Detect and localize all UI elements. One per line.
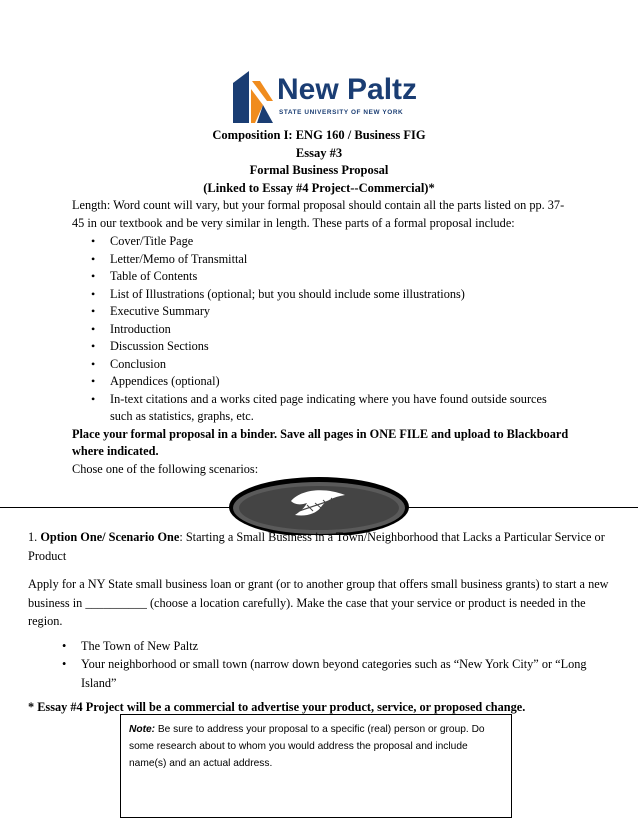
course-title: Composition I: ENG 160 / Business FIG [212,128,426,142]
choose-scenario-text: Chose one of the following scenarios: [72,461,259,476]
list-item: • List of Illustrations (optional; but you should include some illustrations) [110,286,572,304]
note-label: Note: [129,724,156,735]
option-body: Apply for a NY State small business loan or grant (or to another group that offers small business grants) to start a new business in __________ (choose a location carefully). Make the case that your service or product is needed in the region. [28,577,609,628]
list-item: • Executive Summary [110,303,572,321]
option-title-rest: : Starting a Small Business in a Town/Neighborhood that Lacks a Particular Service or Product [28,530,605,563]
list-item: • Conclusion [110,356,572,374]
note-text: Be sure to address your proposal to a specific (real) person or group. Do some research about to whom you would address the proposal and include name(s) and an actual address. [129,724,485,769]
option-title: Option One/ Scenario One [40,530,180,544]
option-number: 1. [28,530,38,544]
linked-project: (Linked to Essay #4 Project--Commercial)* [203,180,435,195]
logo-subtitle: STATE UNIVERSITY OF NEW YORK [279,109,404,116]
list-item: • Appendices (optional) [110,373,572,391]
list-item: • Cover/Title Page [110,233,572,251]
list-item: • Letter/Memo of Transmittal [110,251,572,269]
assignment-title: Formal Business Proposal [249,163,389,177]
feather-emblem-icon [229,475,409,535]
binder-instructions: Place your formal proposal in a binder. Save all pages in ONE FILE and upload to Blackboard where indicated. [72,426,569,458]
list-item: • Discussion Sections [110,338,572,356]
proposal-parts-list [72,233,572,426]
essay-four-footnote: * Essay #4 Project will be a commercial to advertise your product, service, or proposed change. [28,700,526,714]
note-box [120,714,512,818]
option-one-section [28,528,613,717]
assignment-intro [72,197,572,478]
list-item: • Introduction [110,321,572,339]
list-item: • The Town of New Paltz [81,637,613,656]
list-item: • Table of Contents [110,268,572,286]
logo-name: New Paltz [277,73,418,106]
list-item: • Your neighborhood or small town (narrow down beyond categories such as “New York City” or “Long Island” [81,655,613,692]
assignment-header [0,127,638,197]
new-paltz-logo-mark-icon [233,71,275,123]
length-text: Length: Word count will vary, but your formal proposal should contain all the parts listed on pp. 37-45 in our textbook and be very similar in length. These parts of a formal proposal include: [72,198,565,230]
essay-number: Essay #3 [295,145,343,160]
list-item: • In-text citations and a works cited page indicating where you have found outside sources such as statistics, graphs, etc. [110,391,572,426]
option-heading [28,528,613,565]
new-paltz-logo [233,71,418,127]
location-list [28,637,613,693]
